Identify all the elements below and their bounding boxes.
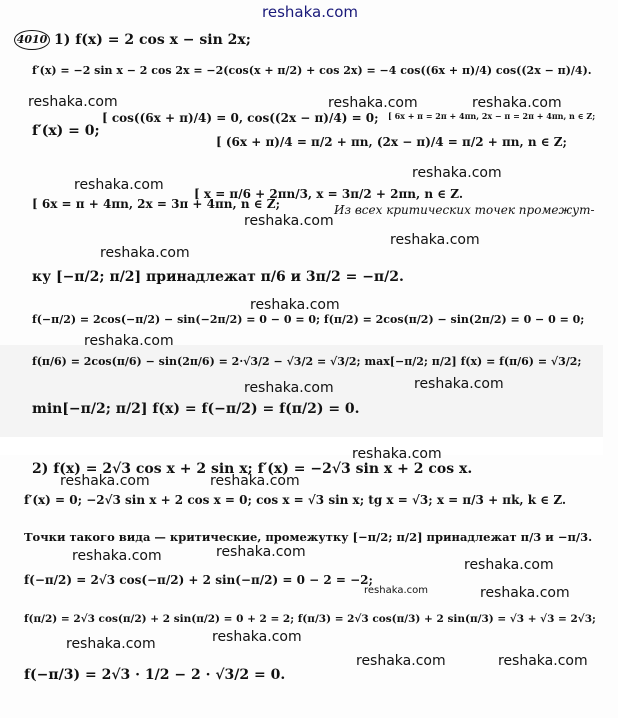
part1-line3c: [ (6x + π)/4 = π/2 + πn, (2x − π)/4 = π/2 + πn, n ∈ Z; [216,135,567,149]
watermark: reshaka.com [352,446,442,462]
part1-line1: 1) f(x) = 2 cos x − sin 2x; [54,32,251,48]
part1-line4c: Из всех критических точек промежут- [334,203,595,217]
part1-line7: f(π/6) = 2cos(π/6) − sin(2π/6) = 2·√3/2 − √3/2 = √3/2; max[−π/2; π/2] f(x) = f(π/6) = √3/2; [32,355,582,368]
watermark: reshaka.com [390,232,480,248]
watermark-top: reshaka.com [262,3,358,21]
watermark: reshaka.com [244,380,334,396]
part1-line6: f(−π/2) = 2cos(−π/2) − sin(−2π/2) = 0 − 0 = 0; f(π/2) = 2cos(π/2) − sin(2π/2) = 0 − 0 = 0; [32,313,585,326]
part1-line4b: [ x = π/6 + 2πn/3, x = 3π/2 + 2πn, n ∈ Z. [194,187,464,201]
watermark: reshaka.com [74,177,164,193]
part1-line3a: f′(x) = 0; [32,123,100,139]
watermark: reshaka.com [60,473,150,489]
part1-line8: min[−π/2; π/2] f(x) = f(−π/2) = f(π/2) = 0. [32,401,360,417]
watermark: reshaka.com [244,213,334,229]
watermark: reshaka.com [480,585,570,601]
section-divider [0,437,603,455]
part2-line4: f(−π/2) = 2√3 cos(−π/2) + 2 sin(−π/2) = 0 − 2 = −2; [24,573,373,587]
part1-line2: f′(x) = −2 sin x − 2 cos 2x = −2(cos(x + π/2) + cos 2x) = −4 cos((6x + π)/4) cos((2x − π)/4). [32,64,592,77]
part1-line5: ку [−π/2; π/2] принадлежат π/6 и 3π/2 = −π/2. [32,269,404,285]
part1-line3b: [ cos((6x + π)/4) = 0, cos((2x − π)/4) = 0; [102,111,379,125]
part2-line1: 2) f(x) = 2√3 cos x + 2 sin x; f′(x) = −2√3 sin x + 2 cos x. [32,461,473,477]
watermark: reshaka.com [216,544,306,560]
watermark: reshaka.com [464,557,554,573]
watermark: reshaka.com [414,376,504,392]
watermark-small: reshaka.com [364,585,428,596]
problem-number-badge: 4010 [14,30,50,50]
part1-line3d: [ 6x + π = 2π + 4πn, 2x − π = 2π + 4πn, n ∈ Z; [388,111,596,121]
watermark: reshaka.com [412,165,502,181]
watermark: reshaka.com [356,653,446,669]
watermark: reshaka.com [84,333,174,349]
part2-line5: f(π/2) = 2√3 cos(π/2) + 2 sin(π/2) = 0 + 2 = 2; f(π/3) = 2√3 cos(π/3) + 2 sin(π/3) = √3 + √3 = 2√3; [24,613,596,625]
watermark: reshaka.com [250,297,340,313]
watermark: reshaka.com [328,95,418,111]
watermark: reshaka.com [210,473,300,489]
part1-line4a: [ 6x = π + 4πn, 2x = 3π + 4πn, n ∈ Z; [32,197,280,211]
watermark: reshaka.com [472,95,562,111]
watermark: reshaka.com [66,636,156,652]
part2-line2: f′(x) = 0; −2√3 sin x + 2 cos x = 0; cos x = √3 sin x; tg x = √3; x = π/3 + πk, k ∈ Z. [24,493,567,507]
watermark: reshaka.com [28,94,118,110]
part2-line3: Точки такого вида — критические, промежутку [−π/2; π/2] принадлежат π/3 и −π/3. [24,530,593,544]
watermark: reshaka.com [498,653,588,669]
watermark: reshaka.com [212,629,302,645]
part2-line6: f(−π/3) = 2√3 · 1/2 − 2 · √3/2 = 0. [24,667,286,683]
watermark: reshaka.com [72,548,162,564]
watermark: reshaka.com [100,245,190,261]
